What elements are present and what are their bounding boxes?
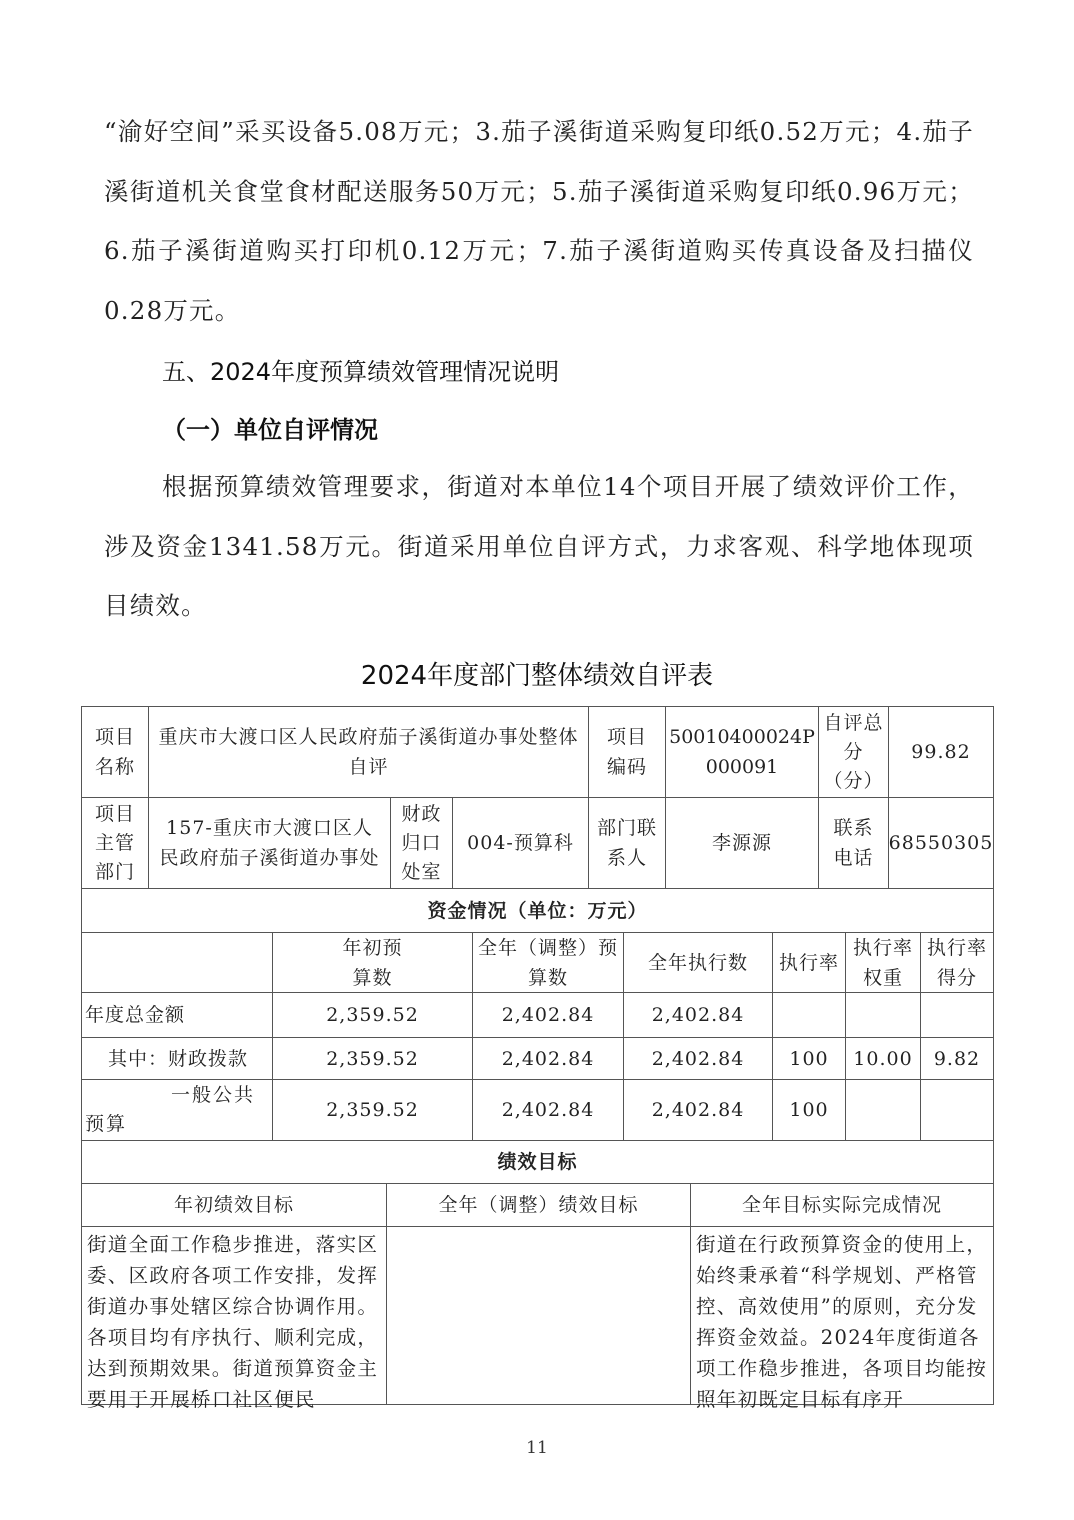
funding-cell <box>845 1079 921 1141</box>
funding-cell: 2,402.84 <box>472 1079 624 1141</box>
project-code-label: 项目编码 <box>588 706 666 798</box>
funding-cell: 2,359.52 <box>272 1037 473 1080</box>
body-paragraph-procurement: “渝好空间”采买设备5.08万元；3.茄子溪街道采购复印纸0.52万元；4.茄子溪街道机关食堂食材配送服务50万元；5.茄子溪街道采购复印纸0.96万元；6.茄子溪街道购买打印机0.12万元；7.茄子溪街道购买传真设备及扫描仪0.28万元。 <box>104 117 974 325</box>
funding-cell: 2,402.84 <box>472 1037 624 1080</box>
funding-section-title: 资金情况（单位：万元） <box>81 888 994 933</box>
funding-cell: 9.82 <box>920 1037 994 1080</box>
funding-row-label: 一般公共预算 <box>81 1079 273 1141</box>
contact-label: 部门联系人 <box>588 797 666 889</box>
funding-header-rate-weight: 执行率权重 <box>845 932 921 993</box>
funding-row-label: 年度总金额 <box>81 992 273 1038</box>
goals-actual-text: 街道在行政预算资金的使用上，始终秉承着“科学规划、严格管控、高效使用”的原则，充分发挥资金效益。2024年度街道各项工作稳步推进，各项目均能按照年初既定目标有序开 <box>690 1226 994 1405</box>
phone-value: 68550305 <box>888 797 994 889</box>
table-title: 2024年度部门整体绩效自评表 <box>360 661 714 691</box>
goals-header-adjusted: 全年（调整）绩效目标 <box>386 1183 691 1227</box>
funding-row-label: 其中：财政拨款 <box>81 1037 273 1080</box>
goals-header-initial: 年初绩效目标 <box>81 1183 387 1227</box>
project-code: 50010400024P000091 <box>665 706 819 798</box>
funding-header-initial-budget: 年初预算数 <box>272 932 473 993</box>
goals-initial-text: 街道全面工作稳步推进，落实区委、区政府各项工作安排，发挥街道办事处辖区综合协调作用。各项目均有序执行、顺利完成，达到预期效果。街道预算资金主要用于开展桥口社区便民 <box>81 1226 387 1405</box>
funding-header-executed: 全年执行数 <box>623 932 773 993</box>
funding-cell <box>920 992 994 1038</box>
section-heading: 五、2024年度预算绩效管理情况说明 <box>162 358 560 386</box>
self-score-value: 99.82 <box>888 706 994 798</box>
finance-office-value: 004-预算科 <box>452 797 589 889</box>
funding-header-blank <box>81 932 273 993</box>
finance-office-label: 财政归口处室 <box>390 797 453 889</box>
goals-adjusted-text <box>386 1226 691 1405</box>
funding-header-rate-score: 执行率得分 <box>920 932 994 993</box>
funding-cell <box>772 992 846 1038</box>
funding-cell: 100 <box>772 1079 846 1141</box>
project-name-label: 项目名称 <box>81 706 149 798</box>
self-score-label: 自评总分（分） <box>818 706 889 798</box>
funding-cell <box>845 992 921 1038</box>
goals-section-title: 绩效目标 <box>81 1140 994 1184</box>
contact-value: 李源源 <box>665 797 819 889</box>
sub-heading: （一）单位自评情况 <box>162 415 378 444</box>
funding-cell: 100 <box>772 1037 846 1080</box>
body-paragraph-self-evaluation: 根据预算绩效管理要求，街道对本单位14个项目开展了绩效评价工作，涉及资金1341.58万元。街道采用单位自评方式，力求客观、科学地体现项目绩效。 <box>104 472 974 620</box>
phone-label: 联系电话 <box>818 797 889 889</box>
page-number: 11 <box>526 1438 548 1458</box>
funding-cell: 2,359.52 <box>272 1079 473 1141</box>
funding-cell: 10.00 <box>845 1037 921 1080</box>
funding-cell: 2,359.52 <box>272 992 473 1038</box>
funding-header-adjusted-budget: 全年（调整）预算数 <box>472 932 624 993</box>
funding-cell: 2,402.84 <box>623 1037 773 1080</box>
goals-header-actual: 全年目标实际完成情况 <box>690 1183 994 1227</box>
dept-label: 项目主管部门 <box>81 797 149 889</box>
project-name: 重庆市大渡口区人民政府茄子溪街道办事处整体自评 <box>148 706 589 798</box>
dept-value: 157-重庆市大渡口区人民政府茄子溪街道办事处 <box>148 797 391 889</box>
funding-cell <box>920 1079 994 1141</box>
funding-cell: 2,402.84 <box>472 992 624 1038</box>
funding-header-exec-rate: 执行率 <box>772 932 846 993</box>
funding-cell: 2,402.84 <box>623 992 773 1038</box>
funding-cell: 2,402.84 <box>623 1079 773 1141</box>
